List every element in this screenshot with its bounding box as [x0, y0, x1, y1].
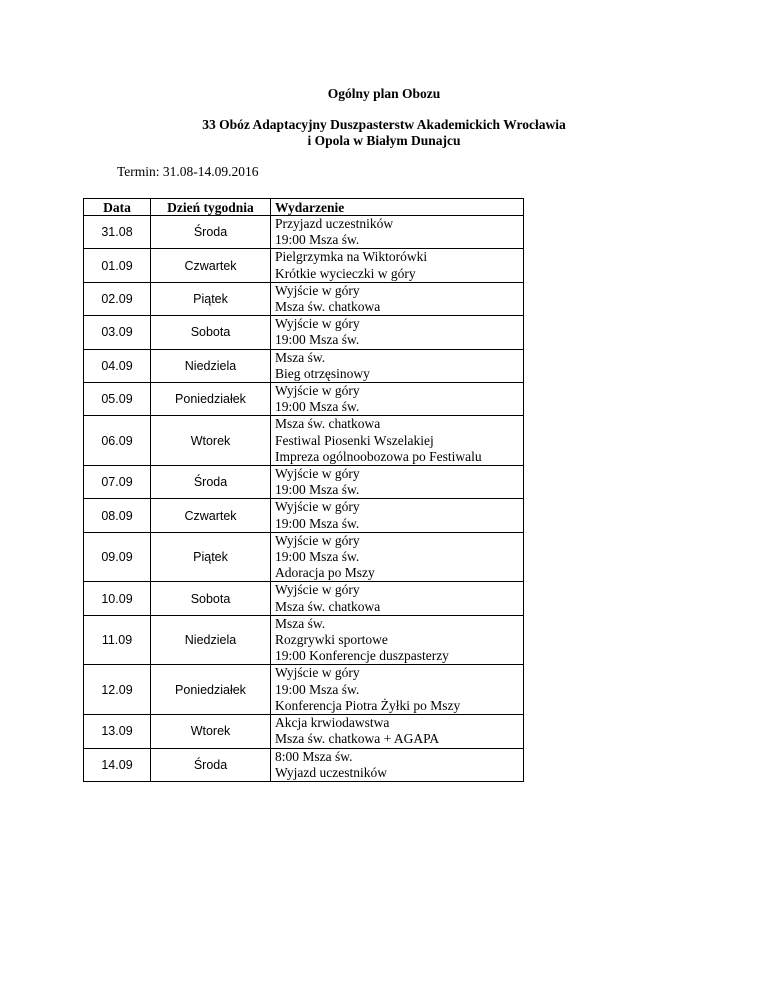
header-event: Wydarzenie — [271, 199, 524, 216]
cell-date: 02.09 — [84, 282, 151, 315]
table-row — [84, 216, 524, 249]
table-row — [84, 349, 524, 382]
document-title: Ogólny plan Obozu — [327, 86, 441, 101]
cell-day: Czwartek — [151, 499, 271, 532]
cell-events — [271, 499, 524, 532]
table-row — [84, 282, 524, 315]
cell-date: 05.09 — [84, 383, 151, 416]
event-line: Festiwal Piosenki Wszelakiej — [275, 432, 434, 448]
cell-day: Niedziela — [151, 615, 271, 665]
cell-events — [271, 249, 524, 282]
table-row — [84, 466, 524, 499]
event-line: Wyjście w góry — [275, 316, 360, 332]
cell-day: Wtorek — [151, 715, 271, 748]
table-row — [84, 416, 524, 466]
cell-events — [271, 715, 524, 748]
cell-day: Sobota — [151, 316, 271, 349]
event-line: Msza św. chatkowa — [275, 598, 381, 614]
cell-day: Piątek — [151, 532, 271, 582]
cell-date: 12.09 — [84, 665, 151, 715]
table-row — [84, 383, 524, 416]
cell-day: Piątek — [151, 282, 271, 315]
cell-events — [271, 582, 524, 615]
event-line: 19:00 Msza św. — [275, 549, 360, 565]
cell-date: 07.09 — [84, 466, 151, 499]
event-line: Wyjście w góry — [275, 665, 360, 681]
cell-events — [271, 282, 524, 315]
table-row — [84, 532, 524, 582]
event-line: 19:00 Msza św. — [275, 515, 360, 531]
cell-events — [271, 748, 524, 781]
cell-date: 06.09 — [84, 416, 151, 466]
event-line: Wyjście w góry — [275, 582, 360, 598]
cell-date: 14.09 — [84, 748, 151, 781]
event-line: Pielgrzymka na Wiktorówki — [275, 249, 428, 265]
cell-events — [271, 665, 524, 715]
event-line: Msza św. chatkowa — [275, 416, 381, 432]
event-line: Bieg otrzęsinowy — [275, 365, 370, 381]
cell-date: 04.09 — [84, 349, 151, 382]
event-line: Wyjście w góry — [275, 282, 360, 298]
event-line: Akcja krwiodawstwa — [275, 715, 390, 731]
cell-date: 31.08 — [84, 216, 151, 249]
event-line: Wyjazd uczestników — [275, 764, 388, 780]
event-line: Krótkie wycieczki w góry — [275, 265, 416, 281]
event-line: Wyjście w góry — [275, 383, 360, 399]
table-row — [84, 748, 524, 781]
header-date: Data — [84, 199, 151, 216]
cell-day: Środa — [151, 748, 271, 781]
cell-day: Środa — [151, 216, 271, 249]
termin-text: Termin: 31.08-14.09.2016 — [117, 164, 259, 179]
table-row — [84, 582, 524, 615]
cell-events — [271, 416, 524, 466]
cell-events — [271, 466, 524, 499]
event-line: Rozgrywki sportowe — [275, 632, 388, 648]
schedule-body — [84, 216, 524, 782]
event-line: 19:00 Msza św. — [275, 482, 360, 498]
header-day: Dzień tygodnia — [151, 199, 271, 216]
cell-day: Niedziela — [151, 349, 271, 382]
subtitle-line-1: 33 Obóz Adaptacyjny Duszpasterstw Akademickich Wrocławia — [202, 117, 566, 132]
table-row — [84, 665, 524, 715]
cell-events — [271, 216, 524, 249]
event-line: Wyjście w góry — [275, 532, 360, 548]
event-line: Msza św. — [275, 349, 326, 365]
cell-day: Czwartek — [151, 249, 271, 282]
event-line: 19:00 Msza św. — [275, 232, 360, 248]
event-line: Impreza ogólnoobozowa po Festiwalu — [275, 448, 482, 464]
schedule-table — [83, 198, 524, 782]
event-line: Wyjście w góry — [275, 466, 360, 482]
cell-events — [271, 349, 524, 382]
cell-date: 10.09 — [84, 582, 151, 615]
cell-events — [271, 383, 524, 416]
cell-date: 09.09 — [84, 532, 151, 582]
event-line: 19:00 Msza św. — [275, 399, 360, 415]
cell-date: 01.09 — [84, 249, 151, 282]
event-line: 19:00 Konferencje duszpasterzy — [275, 648, 449, 664]
table-row — [84, 316, 524, 349]
cell-day: Wtorek — [151, 416, 271, 466]
cell-date: 11.09 — [84, 615, 151, 665]
event-line: Msza św. — [275, 615, 326, 631]
cell-events — [271, 532, 524, 582]
event-line: Adoracja po Mszy — [275, 565, 375, 581]
table-row — [84, 715, 524, 748]
cell-events — [271, 316, 524, 349]
cell-day: Poniedziałek — [151, 383, 271, 416]
cell-events — [271, 615, 524, 665]
event-line: Msza św. chatkowa + AGAPA — [275, 731, 440, 747]
event-line: Konferencja Piotra Żyłki po Mszy — [275, 697, 461, 713]
event-line: Przyjazd uczestników — [275, 216, 394, 231]
event-line: Wyjście w góry — [275, 499, 360, 515]
cell-day: Poniedziałek — [151, 665, 271, 715]
event-line: 19:00 Msza św. — [275, 332, 360, 348]
cell-date: 03.09 — [84, 316, 151, 349]
table-row — [84, 499, 524, 532]
cell-day: Sobota — [151, 582, 271, 615]
table-row — [84, 615, 524, 665]
cell-date: 13.09 — [84, 715, 151, 748]
event-line: Msza św. chatkowa — [275, 299, 381, 315]
event-line: 19:00 Msza św. — [275, 681, 360, 697]
table-row — [84, 249, 524, 282]
event-line: 8:00 Msza św. — [275, 748, 353, 764]
cell-day: Środa — [151, 466, 271, 499]
table-header-row — [84, 199, 524, 216]
subtitle-line-2: i Opola w Białym Dunajcu — [307, 133, 461, 148]
cell-date: 08.09 — [84, 499, 151, 532]
document-subtitle — [0, 117, 768, 149]
